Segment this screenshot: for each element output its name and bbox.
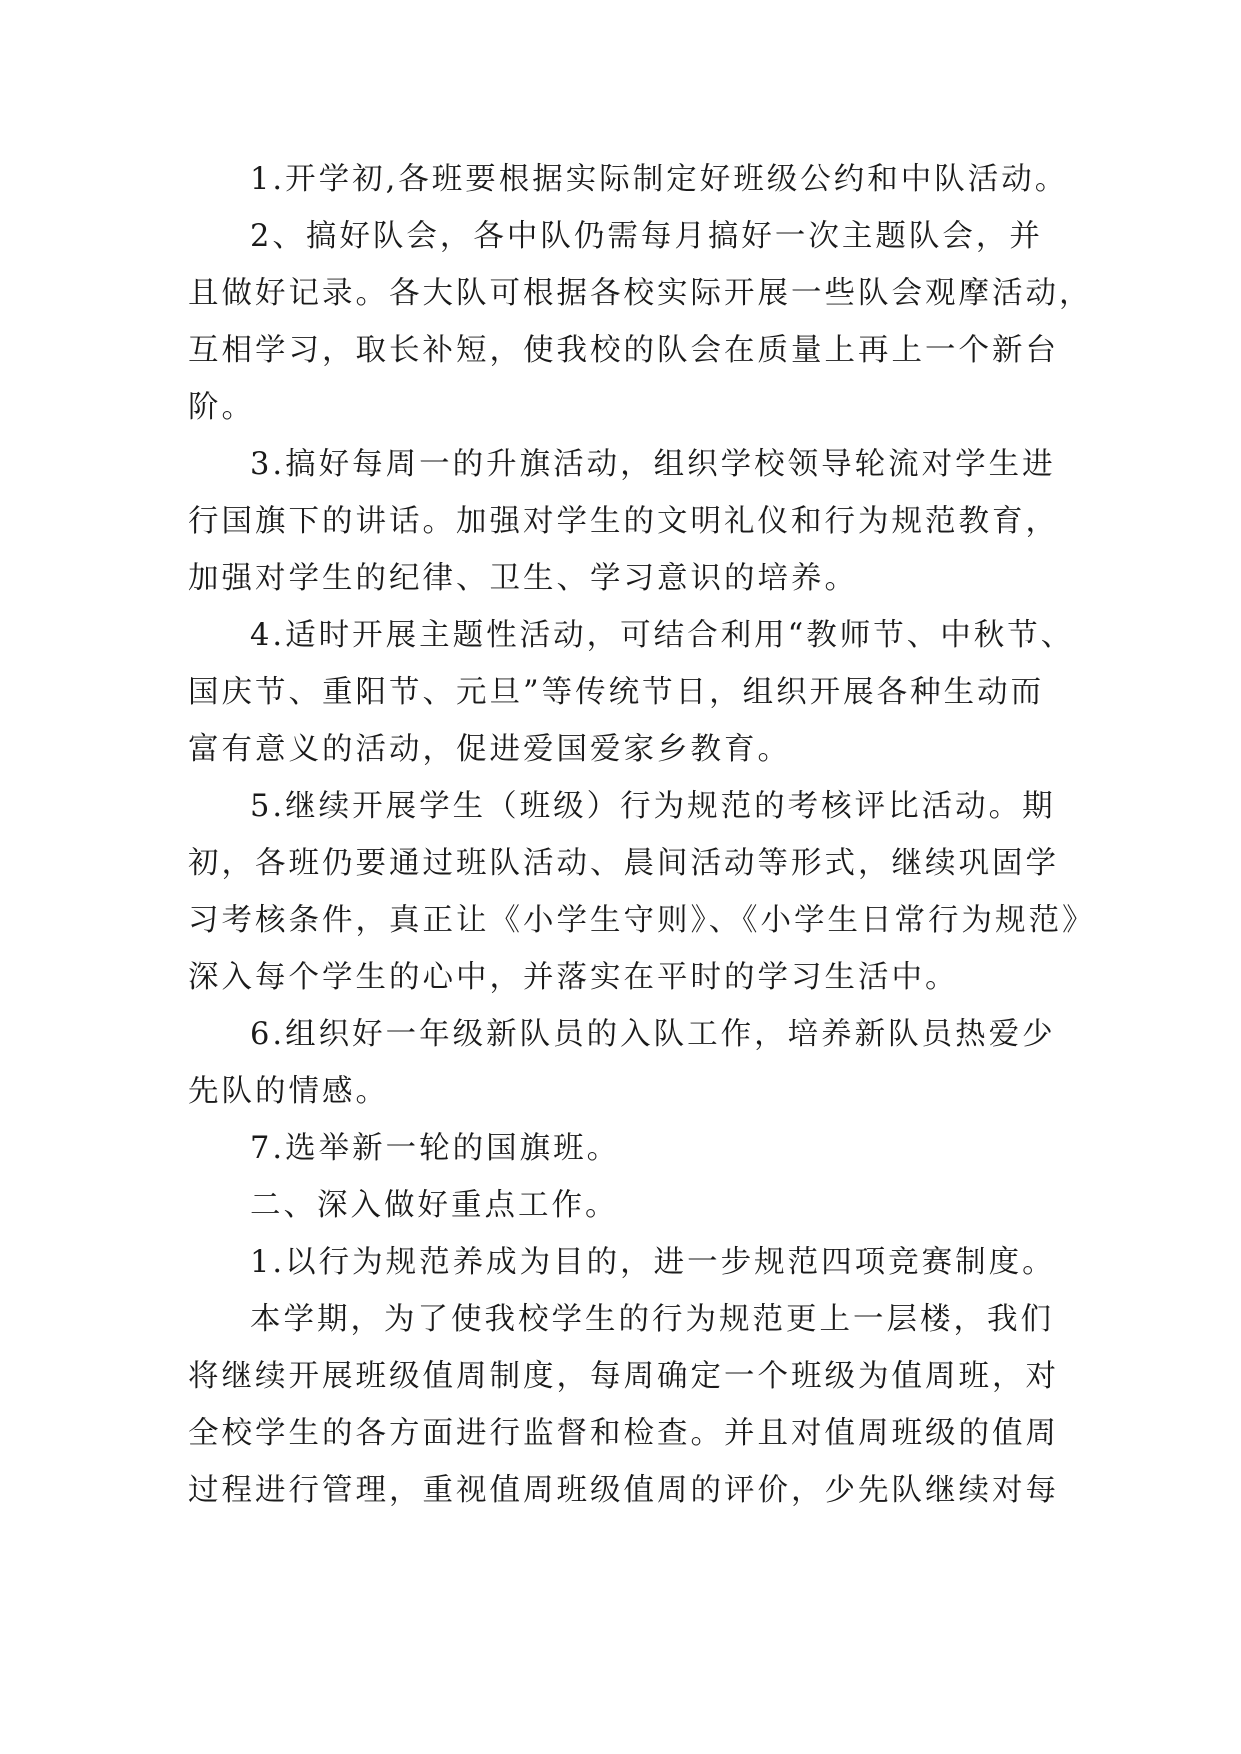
paragraph-line: 行国旗下的讲话。加强对学生的文明礼仪和行为规范教育，: [188, 504, 1059, 539]
paragraph-line: 5.继续开展学生（班级）行为规范的考核评比活动。期: [250, 789, 1056, 824]
paragraph-line: 本学期，为了使我校学生的行为规范更上一层楼，我们: [250, 1302, 1054, 1337]
paragraph-line: 4.适时开展主题性活动，可结合利用“教师节、中秋节、: [250, 618, 1075, 653]
paragraph-line: 富有意义的活动，促进爱国爱家乡教育。: [188, 732, 791, 767]
paragraph-line: 1.以行为规范养成为目的，进一步规范四项竞赛制度。: [250, 1245, 1056, 1280]
paragraph-line: 2、搞好队会，各中队仍需每月搞好一次主题队会，并: [250, 219, 1043, 254]
paragraph-line: 将继续开展班级值周制度，每周确定一个班级为值周班，对: [188, 1359, 1059, 1394]
paragraph-line: 且做好记录。各大队可根据各校实际开展一些队会观摩活动，: [188, 276, 1093, 311]
paragraph-line: 7.选举新一轮的国旗班。: [250, 1131, 621, 1166]
paragraph-line: 过程进行管理，重视值周班级值周的评价，少先队继续对每: [188, 1473, 1059, 1508]
paragraph-line: 习考核条件，真正让《小学生守则》、《小学生日常行为规范》: [188, 903, 1096, 938]
paragraph-line: 深入每个学生的心中，并落实在平时的学习生活中。: [188, 960, 959, 995]
paragraph-line: 初，各班仍要通过班队活动、晨间活动等形式，继续巩固学: [188, 846, 1059, 881]
paragraph-line: 6.组织好一年级新队员的入队工作，培养新队员热爱少: [250, 1017, 1056, 1052]
paragraph-line: 全校学生的各方面进行监督和检查。并且对值周班级的值周: [188, 1416, 1059, 1451]
paragraph-line: 互相学习，取长补短，使我校的队会在质量上再上一个新台: [188, 333, 1059, 368]
paragraph-line: 国庆节、重阳节、元旦”等传统节日，组织开展各种生动而: [188, 675, 1045, 710]
paragraph-line: 阶。: [188, 390, 255, 425]
paragraph-line: 3.搞好每周一的升旗活动，组织学校领导轮流对学生进: [250, 447, 1056, 482]
section-heading: 二、深入做好重点工作。: [250, 1188, 619, 1223]
paragraph-line: 加强对学生的纪律、卫生、学习意识的培养。: [188, 561, 858, 596]
paragraph-line: 1.开学初,各班要根据实际制定好班级公约和中队活动。: [250, 162, 1069, 197]
paragraph-line: 先队的情感。: [188, 1074, 389, 1109]
